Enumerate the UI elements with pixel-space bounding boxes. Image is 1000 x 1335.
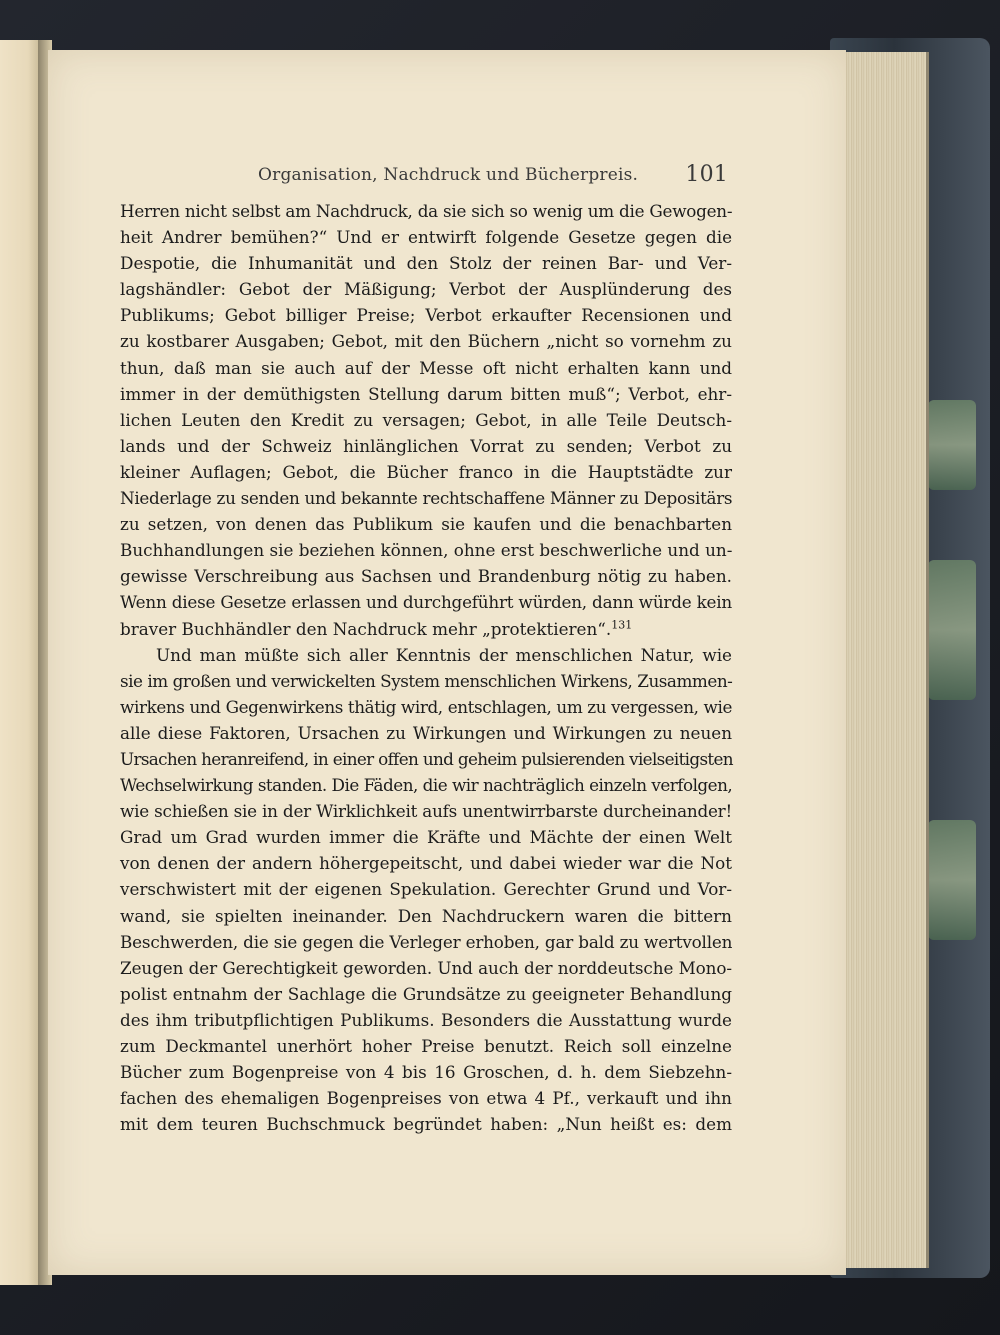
text-line: sie im großen und verwickelten System menschlichen Wirkens, Zusammen- [120, 670, 733, 691]
text-line: Grad um Grad wurden immer die Kräfte und Mächte der einen Welt [120, 827, 732, 848]
cover-marbling [928, 820, 976, 940]
text-line: lichen Leuten den Kredit zu versagen; Gebot, in alle Teile Deutsch- [120, 409, 732, 430]
text-line: gewisse Verschreibung aus Sachsen und Brandenburg nötig zu haben. [120, 566, 732, 587]
text-line: wirkens und Gegenwirkens thätig wird, entschlagen, um zu vergessen, wie [120, 696, 732, 717]
text-line: Bücher zum Bogenpreise von 4 bis 16 Groschen, d. h. dem Siebzehn- [120, 1062, 732, 1083]
cover-marbling [928, 560, 976, 700]
text-line: Despotie, die Inhumanität und den Stolz der reinen Bar- und Ver- [120, 253, 732, 274]
text-line: polist entnahm der Sachlage die Grundsätze zu geeigneter Behandlung [120, 983, 732, 1004]
text-line: Niederlage zu senden und bekannte rechtschaffene Männer zu Depositärs [120, 488, 733, 509]
cover-marbling [928, 400, 976, 490]
text-line: wand, sie spielten ineinander. Den Nachdruckern waren die bittern [120, 905, 732, 926]
text-line [120, 616, 732, 642]
paragraph-1 [120, 198, 732, 642]
text-line: Wechselwirkung standen. Die Fäden, die wir nachträglich einzeln verfolgen, [120, 775, 733, 796]
page-edges [842, 52, 929, 1268]
page-number: 101 [685, 162, 728, 187]
text-line: des ihm tributpflichtigen Publikums. Besonders die Ausstattung wurde [120, 1009, 732, 1030]
text-line: Herren nicht selbst am Nachdruck, da sie sich so wenig um die Gewogen- [120, 201, 733, 221]
text-line: Buchhandlungen sie beziehen können, ohne erst beschwerliche und un- [120, 540, 733, 561]
header-title: Organisation, Nachdruck und Bücherpreis. [258, 165, 639, 185]
paragraph-2 [120, 642, 732, 1138]
text-line: wie schießen sie in der Wirklichkeit aufs unentwirrbarste durcheinander! [120, 801, 732, 822]
text-line: Zeugen der Gerechtigkeit geworden. Und auch der norddeutsche Mono- [120, 957, 732, 978]
text-line: Ursachen heranreifend, in einer offen und geheim pulsierenden vielseitigsten [120, 748, 733, 769]
text-line: heit Andrer bemühen?“ Und er entwirft folgende Gesetze gegen die [120, 227, 732, 248]
text-line: kleiner Auflagen; Gebot, die Bücher franco in die Hauptstädte zur [120, 461, 732, 482]
text-line: zu kostbarer Ausgaben; Gebot, mit den Büchern „nicht so vornehm zu [120, 331, 732, 352]
left-page-edge [0, 40, 40, 1285]
text-line: lands und der Schweiz hinlänglichen Vorrat zu senden; Verbot zu [120, 435, 732, 456]
text-line: immer in der demüthigsten Stellung darum bitten muß“; Verbot, ehr- [120, 383, 732, 404]
text-line: Publikums; Gebot billiger Preise; Verbot erkaufter Recensionen und [120, 305, 732, 326]
text-line: Beschwerden, die sie gegen die Verleger erhoben, gar bald zu wertvollen [120, 931, 733, 952]
book-page [48, 50, 846, 1275]
text-line: Wenn diese Gesetze erlassen und durchgeführt würden, dann würde kein [120, 592, 732, 613]
text-line: zu setzen, von denen das Publikum sie kaufen und die benachbarten [120, 514, 732, 535]
text-line: thun, daß man sie auch auf der Messe oft nicht erhalten kann und [120, 357, 732, 378]
text-line: von denen der andern höhergepeitscht, und dabei wieder war die Not [120, 853, 732, 874]
text-line: lagshändler: Gebot der Mäßigung; Verbot der Ausplünderung des [120, 279, 732, 300]
body-text [120, 198, 732, 1137]
footnote-marker: 131 [611, 617, 633, 631]
text-line: verschwistert mit der eigenen Spekulation. Gerechter Grund und Vor- [120, 879, 732, 900]
text-line: fachen des ehemaligen Bogenpreises von etwa 4 Pf., verkauft und ihn [120, 1088, 732, 1109]
text-line-content: braver Buchhändler den Nachdruck mehr „protektieren“. [120, 618, 612, 639]
text-line: mit dem teuren Buchschmuck begründet haben: „Nun heißt es: dem [120, 1114, 732, 1135]
text-line: alle diese Faktoren, Ursachen zu Wirkungen und Wirkungen zu neuen [120, 722, 732, 743]
text-line: zum Deckmantel unerhört hoher Preise benutzt. Reich soll einzelne [120, 1036, 732, 1056]
text-line: Und man müßte sich aller Kenntnis der menschlichen Natur, wie [156, 644, 732, 665]
